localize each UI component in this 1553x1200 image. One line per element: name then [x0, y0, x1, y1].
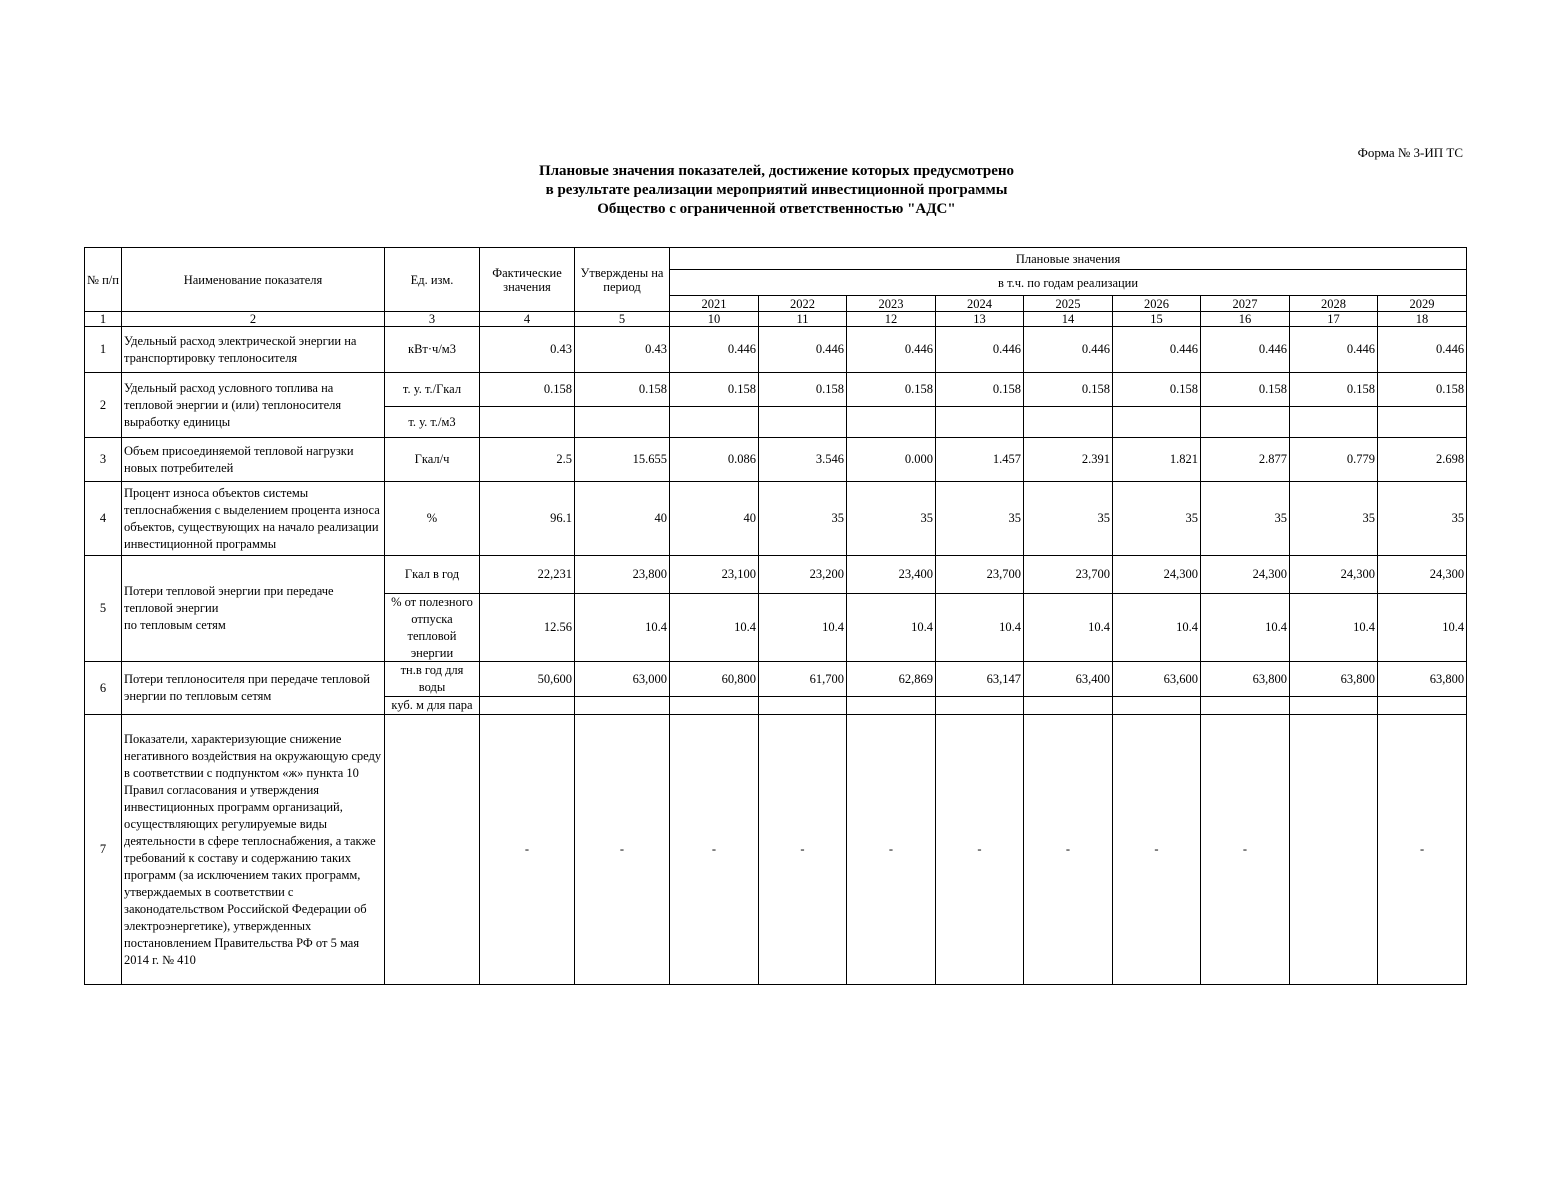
value-cell: 0.158 [575, 373, 670, 407]
title-line-1: Плановые значения показателей, достижение которых предусмотрено [538, 163, 1015, 179]
value-cell: 35 [1290, 482, 1378, 556]
empty-cell [1378, 697, 1467, 715]
column-number: 17 [1290, 312, 1378, 327]
unit-cell: Гкал в год [385, 556, 480, 594]
value-cell: 24,300 [1113, 556, 1201, 594]
empty-cell [1024, 697, 1113, 715]
value-cell: 0.446 [1290, 327, 1378, 373]
value-cell: 63,400 [1024, 662, 1113, 697]
table-row [85, 662, 1467, 697]
value-cell: 1.457 [936, 438, 1024, 482]
value-cell: 0.158 [847, 373, 936, 407]
document-title [0, 162, 1553, 219]
value-cell: 61,700 [759, 662, 847, 697]
value-cell: 0.779 [1290, 438, 1378, 482]
value-cell: 0.158 [1290, 373, 1378, 407]
unit-cell: тн.в год для воды [385, 662, 480, 697]
indicator-name: Удельный расход условного топлива на тепловой энергии и (или) теплоносителя выработку единицы [122, 373, 385, 438]
table-row [85, 556, 1467, 594]
column-numbers-row [85, 312, 1467, 327]
indicator-name: Удельный расход электрической энергии на транспортировку теплоносителя [122, 327, 385, 373]
value-cell: 24,300 [1290, 556, 1378, 594]
value-cell: - [759, 715, 847, 985]
indicator-name: Объем присоединяемой тепловой нагрузки новых потребителей [122, 438, 385, 482]
empty-cell [1378, 407, 1467, 438]
header-name: Наименование показателя [122, 248, 385, 312]
indicator-name [122, 556, 385, 662]
form-number-label: Форма № 3-ИП ТС [1357, 145, 1463, 160]
value-cell: 0.446 [936, 327, 1024, 373]
value-cell: - [1024, 715, 1113, 985]
value-cell: 50,600 [480, 662, 575, 697]
value-cell: 63,000 [575, 662, 670, 697]
header-year: 2025 [1024, 296, 1113, 312]
indicators-table [84, 247, 1467, 985]
value-cell: 0.43 [480, 327, 575, 373]
value-cell: 35 [1378, 482, 1467, 556]
value-cell: 10.4 [575, 594, 670, 662]
indicator-name-line: тепловой энергии [124, 601, 219, 615]
empty-cell [847, 407, 936, 438]
row-number: 2 [85, 373, 122, 438]
row-number: 6 [85, 662, 122, 715]
value-cell: 2.391 [1024, 438, 1113, 482]
value-cell: 0.158 [759, 373, 847, 407]
empty-cell [1201, 697, 1290, 715]
unit-cell: т. у. т./Гкал [385, 373, 480, 407]
value-cell [1290, 715, 1378, 985]
empty-cell [759, 407, 847, 438]
header-planned: Плановые значения [670, 248, 1467, 270]
column-number: 2 [122, 312, 385, 327]
value-cell: 35 [936, 482, 1024, 556]
value-cell: 0.158 [1201, 373, 1290, 407]
header-year: 2021 [670, 296, 759, 312]
empty-cell [1290, 697, 1378, 715]
empty-cell [480, 697, 575, 715]
title-line-2: в результате реализации мероприятий инвестиционной программы [545, 182, 1008, 198]
value-cell: 0.446 [1024, 327, 1113, 373]
value-cell: - [1378, 715, 1467, 985]
value-cell: 2.698 [1378, 438, 1467, 482]
value-cell: - [1113, 715, 1201, 985]
value-cell: 0.446 [1378, 327, 1467, 373]
header-year: 2027 [1201, 296, 1290, 312]
value-cell: 35 [1113, 482, 1201, 556]
value-cell: 35 [1201, 482, 1290, 556]
indicator-name: Показатели, характеризующие снижение негативного воздействия на окружающую среду в соответствии с подпунктом «ж» пункта 10 Правил согласования и утверждения инвестиционных программ организаций, осуществляющих регулируемые виды деятельности в сфере теплоснабжения, а также требований к составу и содержанию таких программ (за исключением таких программ, утверждаемых в соответствии с законодательством Российской Федерации об электроэнергетике), утвержденных постановлением Правительства РФ от 5 мая 2014 г. № 410 [122, 715, 385, 985]
value-cell: 40 [575, 482, 670, 556]
header-row-1 [85, 248, 1467, 270]
unit-text: % от полезного отпуска тепловой энергии [391, 594, 473, 660]
row-number: 5 [85, 556, 122, 662]
header-year: 2022 [759, 296, 847, 312]
value-cell: 2.877 [1201, 438, 1290, 482]
value-cell: 23,400 [847, 556, 936, 594]
value-cell: 23,700 [936, 556, 1024, 594]
value-cell: - [1201, 715, 1290, 985]
column-number: 12 [847, 312, 936, 327]
unit-cell [385, 594, 480, 662]
indicator-name: Потери теплоносителя при передаче тепловой энергии по тепловым сетям [122, 662, 385, 715]
value-cell: 24,300 [1378, 556, 1467, 594]
value-cell: 0.43 [575, 327, 670, 373]
column-number: 18 [1378, 312, 1467, 327]
value-cell: 22,231 [480, 556, 575, 594]
value-cell: 10.4 [759, 594, 847, 662]
value-cell: 10.4 [670, 594, 759, 662]
row-number: 7 [85, 715, 122, 985]
value-cell: 10.4 [1378, 594, 1467, 662]
value-cell: 0.158 [1024, 373, 1113, 407]
row-number: 3 [85, 438, 122, 482]
header-year: 2026 [1113, 296, 1201, 312]
header-year: 2023 [847, 296, 936, 312]
value-cell: 24,300 [1201, 556, 1290, 594]
column-number: 11 [759, 312, 847, 327]
indicator-name: Процент износа объектов системы теплоснабжения с выделением процента износа объектов, существующих на начало реализации инвестиционной программы [122, 482, 385, 556]
value-cell: - [670, 715, 759, 985]
value-cell: 0.000 [847, 438, 936, 482]
table-row [85, 327, 1467, 373]
empty-cell [759, 697, 847, 715]
empty-cell [575, 407, 670, 438]
column-number: 10 [670, 312, 759, 327]
value-cell: 0.158 [936, 373, 1024, 407]
value-cell: 0.158 [1113, 373, 1201, 407]
column-number: 16 [1201, 312, 1290, 327]
value-cell: 0.446 [759, 327, 847, 373]
header-year: 2024 [936, 296, 1024, 312]
empty-cell [1113, 407, 1201, 438]
column-number: 15 [1113, 312, 1201, 327]
value-cell: 35 [847, 482, 936, 556]
unit-cell: % [385, 482, 480, 556]
value-cell: - [936, 715, 1024, 985]
empty-cell [385, 715, 480, 985]
column-number: 4 [480, 312, 575, 327]
value-cell: 2.5 [480, 438, 575, 482]
value-cell: 0.158 [670, 373, 759, 407]
empty-cell [936, 697, 1024, 715]
value-cell: 63,147 [936, 662, 1024, 697]
header-year: 2028 [1290, 296, 1378, 312]
row-number: 4 [85, 482, 122, 556]
value-cell: 0.446 [1201, 327, 1290, 373]
empty-cell [480, 407, 575, 438]
value-cell: 23,800 [575, 556, 670, 594]
unit-cell: Гкал/ч [385, 438, 480, 482]
column-number: 13 [936, 312, 1024, 327]
value-cell: 10.4 [1024, 594, 1113, 662]
column-number: 1 [85, 312, 122, 327]
value-cell: 3.546 [759, 438, 847, 482]
value-cell: 0.446 [670, 327, 759, 373]
value-cell: 10.4 [1113, 594, 1201, 662]
value-cell: 12.56 [480, 594, 575, 662]
empty-cell [670, 407, 759, 438]
empty-cell [847, 697, 936, 715]
value-cell: 0.446 [847, 327, 936, 373]
value-cell: 10.4 [1290, 594, 1378, 662]
header-by-years: в т.ч. по годам реализации [670, 270, 1467, 296]
value-cell: - [480, 715, 575, 985]
header-num: № п/п [85, 248, 122, 312]
empty-cell [575, 697, 670, 715]
indicator-name-line: по тепловым сетям [124, 618, 226, 632]
header-approved: Утверждены на период [575, 248, 670, 312]
empty-cell [1024, 407, 1113, 438]
value-cell: 96.1 [480, 482, 575, 556]
column-number: 3 [385, 312, 480, 327]
value-cell: 10.4 [1201, 594, 1290, 662]
value-cell: - [575, 715, 670, 985]
value-cell: 1.821 [1113, 438, 1201, 482]
value-cell: 10.4 [936, 594, 1024, 662]
unit-cell: куб. м для пара [385, 697, 480, 715]
value-cell: 35 [1024, 482, 1113, 556]
value-cell: 63,800 [1201, 662, 1290, 697]
table-row [85, 438, 1467, 482]
value-cell: 23,100 [670, 556, 759, 594]
value-cell: 63,800 [1378, 662, 1467, 697]
empty-cell [1201, 407, 1290, 438]
value-cell: 0.158 [1378, 373, 1467, 407]
value-cell: 23,700 [1024, 556, 1113, 594]
empty-cell [670, 697, 759, 715]
value-cell: 40 [670, 482, 759, 556]
value-cell: 62,869 [847, 662, 936, 697]
empty-cell [1113, 697, 1201, 715]
value-cell: 0.086 [670, 438, 759, 482]
title-line-3: Общество с ограниченной ответственностью "АДС" [597, 201, 956, 217]
value-cell: 0.446 [1113, 327, 1201, 373]
table-row [85, 715, 1467, 985]
value-cell: 63,800 [1290, 662, 1378, 697]
column-number: 5 [575, 312, 670, 327]
table-row [85, 373, 1467, 407]
value-cell: - [847, 715, 936, 985]
table-row [85, 482, 1467, 556]
empty-cell [1290, 407, 1378, 438]
value-cell: 60,800 [670, 662, 759, 697]
header-actual: Фактические значения [480, 248, 575, 312]
indicator-name-line: Потери тепловой энергии при передаче [124, 584, 334, 598]
value-cell: 10.4 [847, 594, 936, 662]
value-cell: 35 [759, 482, 847, 556]
value-cell: 63,600 [1113, 662, 1201, 697]
column-number: 14 [1024, 312, 1113, 327]
unit-cell: т. у. т./м3 [385, 407, 480, 438]
value-cell: 15.655 [575, 438, 670, 482]
header-year: 2029 [1378, 296, 1467, 312]
row-number: 1 [85, 327, 122, 373]
empty-cell [936, 407, 1024, 438]
unit-cell: кВт·ч/м3 [385, 327, 480, 373]
value-cell: 23,200 [759, 556, 847, 594]
value-cell: 0.158 [480, 373, 575, 407]
header-unit: Ед. изм. [385, 248, 480, 312]
